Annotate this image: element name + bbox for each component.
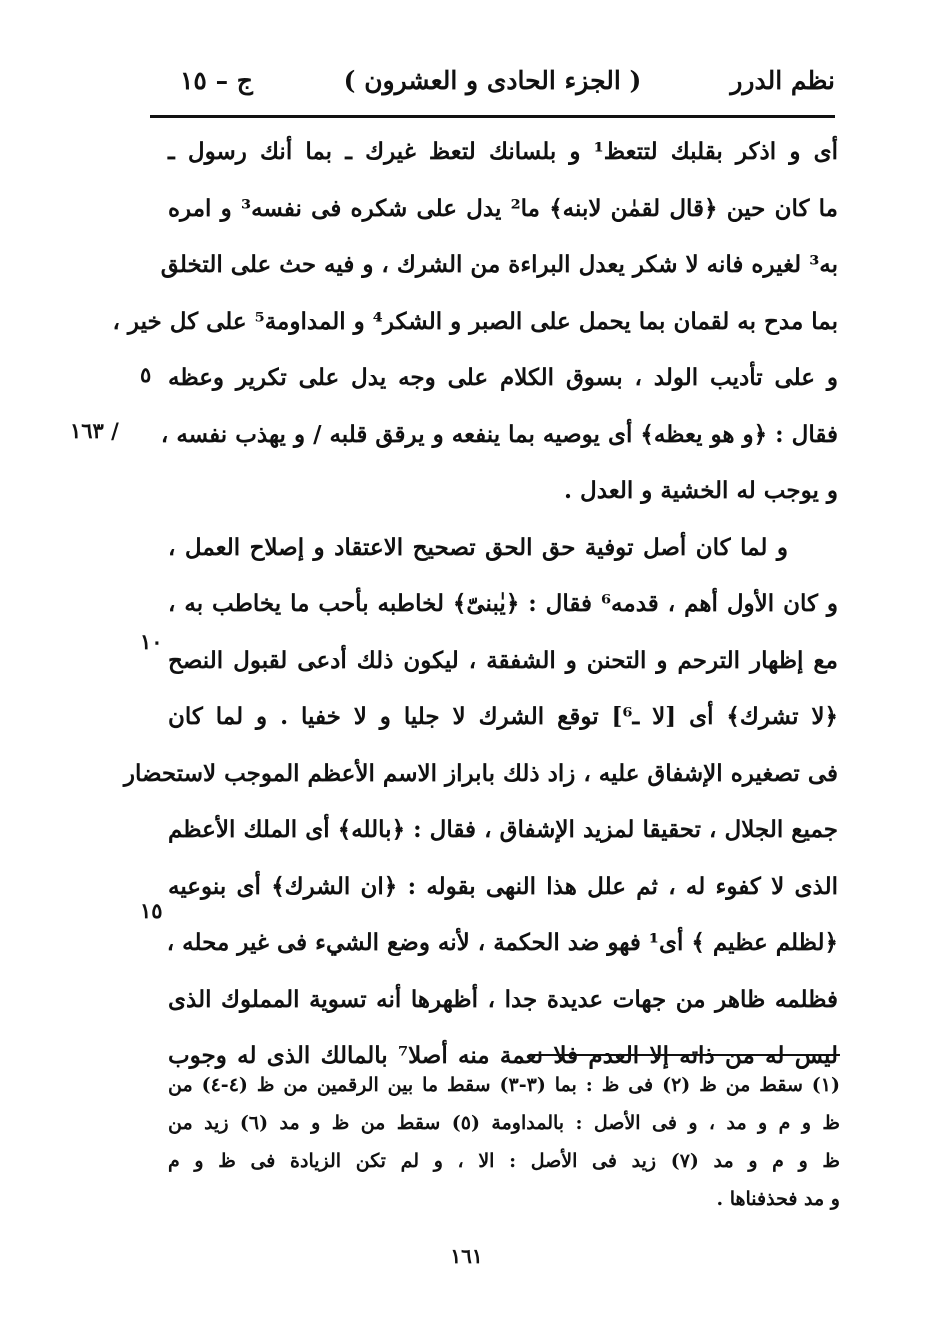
text-line: مع إظهار الترحم و التحنن و الشفقة ، ليكون ذلك أدعى لقبول النصح (168, 646, 838, 674)
margin-line-number: ٥ (140, 362, 152, 387)
text-line: فظلمه ظاهر من جهات عديدة جدا ، أظهرها أنه تسوية المملوك الذى (168, 985, 838, 1013)
text-line: و يوجب له الخشية و العدل . (563, 477, 838, 504)
text-line: جميع الجلال ، تحقيقا لمزيد الإشفاق ، فقال : ﴿بالله﴾ أى الملك الأعظم (168, 816, 838, 843)
text-line: و على تأديب الولد ، بسوق الكلام على وجه يدل على تكرير وعظه (168, 364, 838, 391)
footnote-line: (١) سقط من ظ (٢) فى ظ : بما (٣-٣) سقط ما بين الرقمين من ظ (٤-٤) من (168, 1074, 841, 1096)
margin-page-reference: / ١٦٣ (70, 418, 119, 443)
text-line: بما مدح به لقمان بما يحمل على الصبر و الشكر⁴ و المداومة⁵ على كل خير ، (112, 307, 838, 335)
text-line: ما كان حين ﴿قال لقمٰن لابنه﴾ ما² يدل على شكره فى نفسه³ و امره (168, 194, 838, 222)
text-line: ليس له من ذاته إلا العدم فلا نعمة منه أصلا⁷ بالمالك الذى له وجوب (168, 1042, 838, 1069)
text-line: أى و اذكر بقلبك لتتعظ¹ و بلسانك لتعظ غيرك ـ بما أنك رسول ـ (168, 138, 839, 165)
footnote-line: ظ و م و مد (٧) زيد فى الأصل : الا ، و لم تكن الزيادة فى ظ و م (168, 1150, 840, 1172)
book-title: نظم الدرر (730, 66, 835, 95)
text-line: و كان الأول أهم ، قدمه⁶ فقال : ﴿يٰبنىّ﴾ لخاطبه بأحب ما يخاطب به ، (168, 590, 838, 617)
text-line: الذى لا كفوء له ، ثم علل هذا النهى بقوله : ﴿ان الشرك﴾ أى بنوعيه (168, 872, 838, 900)
margin-line-number: ١٠ (140, 629, 163, 654)
volume-label: ج – ١٥ (180, 66, 253, 95)
text-line: به³ لغيره فانه لا شكر يعدل البراءة من الشرك ، و فيه حث على التخلق (160, 251, 838, 278)
footnote-line: ظ و م و مد ، و فى الأصل : بالمداومة (٥) سقط من ظ و مد (٦) زيد من (168, 1112, 841, 1134)
header-rule (150, 115, 835, 118)
text-line: ﴿لظلم عظيم ﴾ أى¹ فهو ضد الحكمة ، لأنه وضع الشيء فى غير محله ، (166, 929, 838, 956)
text-line: ﴿لا تشرك﴾ أى [لا ـ⁶] توقع الشرك لا جليا و لا خفيا . و لما كان (168, 703, 838, 730)
text-line: فقال : ﴿و هو يعظه﴾ أى يوصيه بما ينفعه و يرقق قلبه / و يهذب نفسه ، (160, 420, 838, 448)
footnotes (168, 1066, 840, 1218)
text-line: فى تصغيره الإشفاق عليه ، زاد ذلك بابراز الاسم الأعظم الموجب لاستحضار (123, 759, 838, 787)
running-header (150, 60, 835, 108)
footnote-rule (530, 1054, 840, 1056)
footnote-line: و مد فحذفناها . (716, 1188, 840, 1210)
part-title: ( الجزء الحادى و العشرون ) (343, 66, 642, 95)
text-line: و لما كان أصل توفية حق الحق تصحيح الاعتقاد و إصلاح العمل ، (168, 533, 788, 561)
margin-line-number: ١٥ (140, 898, 163, 923)
page-number: ١٦١ (450, 1244, 483, 1268)
